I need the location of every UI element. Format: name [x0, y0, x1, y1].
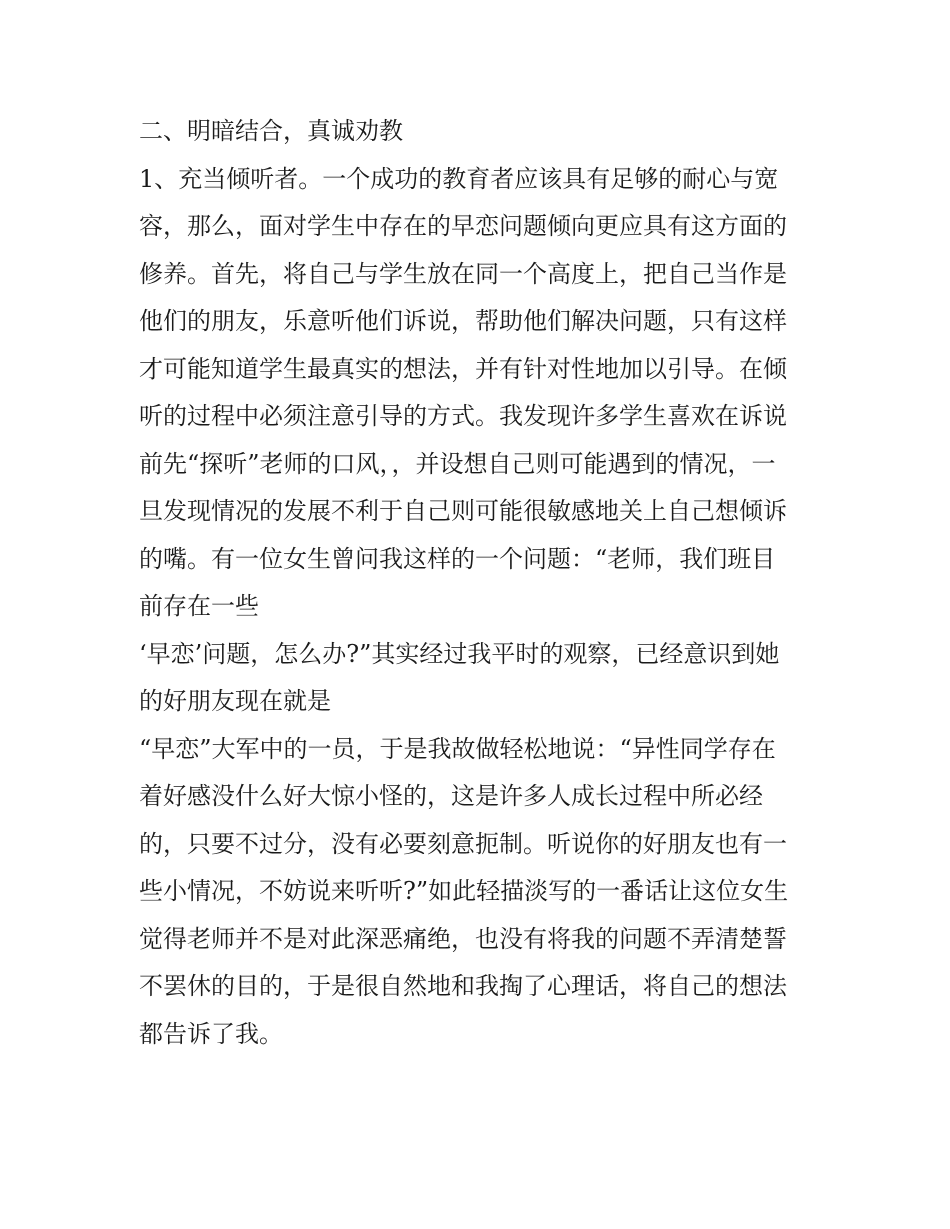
text-line: 前存在一些 — [139, 592, 259, 620]
text-line: 都告诉了我。 — [139, 1019, 283, 1048]
text-line: 的好朋友现在就是 — [139, 687, 331, 715]
text-line: 听的过程中必须注意引导的方式。我发现许多学生喜欢在诉说 — [139, 402, 787, 430]
text-line: 才可能知道学生最真实的想法，并有针对性地加以引导。在倾 — [139, 354, 787, 383]
text-line: 1、充当倾听者。一个成功的教育者应该具有足够的耐心与宽 — [139, 164, 779, 193]
section-heading: 二、明暗结合，真诚劝教 — [139, 117, 403, 145]
text-line: 不罢休的目的，于是很自然地和我掏了心理话，将自己的想法 — [139, 972, 787, 1000]
text-line: 觉得老师并不是对此深恶痛绝，也没有将我的问题不弄清楚誓 — [139, 924, 787, 953]
text-line: 前先“探听”老师的口风，，并设想自己则可能遇到的情况，一 — [139, 449, 776, 478]
document-body — [139, 108, 819, 1058]
text-line: “早恋”大军中的一员，于是我故做轻松地说：“异性同学存在 — [139, 734, 776, 763]
text-line: 些小情况，不妨说来听听?”如此轻描淡写的一番话让这位女生 — [139, 877, 789, 905]
text-line: 的嘴。有一位女生曾问我这样的一个问题：“老师，我们班目 — [139, 544, 776, 573]
text-line: 他们的朋友，乐意听他们诉说，帮助他们解决问题，只有这样 — [139, 307, 787, 335]
text-line: ‘早恋’问题，怎么办?”其实经过我平时的观察，已经意识到她 — [139, 639, 780, 668]
text-line: 着好感没什么好大惊小怪的，这是许多人成长过程中所必经 — [139, 782, 763, 810]
text-line: 容，那么，面对学生中存在的早恋问题倾向更应具有这方面的 — [139, 212, 787, 240]
text-line: 旦发现情况的发展不利于自己则可能很敏感地关上自己想倾诉 — [139, 497, 787, 525]
text-line: 修养。首先，将自己与学生放在同一个高度上，把自己当作是 — [139, 259, 787, 288]
text-line: 的，只要不过分，没有必要刻意扼制。听说你的好朋友也有一 — [139, 829, 787, 858]
